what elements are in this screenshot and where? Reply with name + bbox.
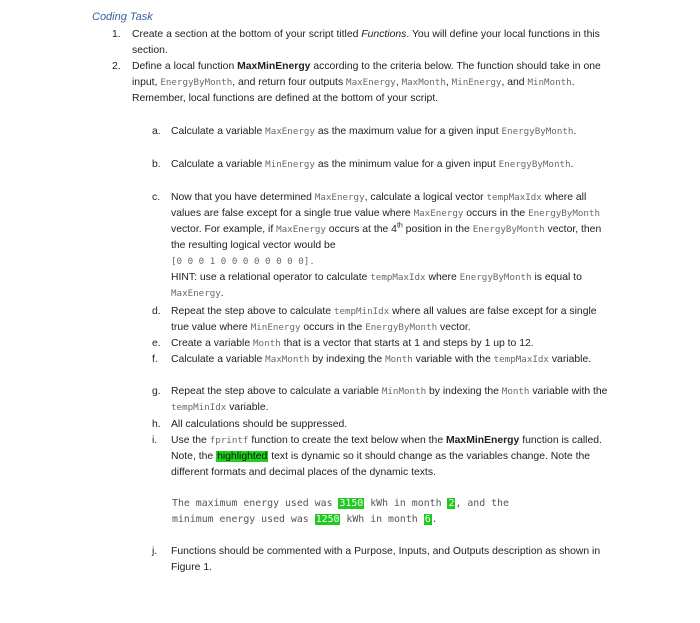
sample-output-line-1: The maximum energy used was 3150 kWh in month 2, and the	[172, 498, 509, 509]
subtask-g: g. Repeat the step above to calculate a variable MinMonth by indexing the Month variable with the tempMinIdx variable.	[152, 386, 608, 413]
subtask-d: d. Repeat the step above to calculate tempMinIdx where all values are false except for a single true value where MinEnergy occurs in the EnergyByMonth vector.	[152, 306, 597, 333]
subtask-i: i. Use the fprintf function to create the text below when the MaxMinEnergy function is called. Note, the highlighted text is dynamic so it should change as the variables change. Note the different formats and decimal places of the dynamic texts.	[152, 435, 602, 478]
max-energy-value: 3150	[339, 498, 364, 509]
highlighted-word: highlighted	[217, 451, 268, 462]
subtask-f: f. Calculate a variable MaxMonth by indexing the Month variable with the tempMaxIdx variable.	[152, 354, 592, 365]
task-number: 1.	[112, 29, 121, 40]
logical-vector-example: [0 0 0 1 0 0 0 0 0 0 0 0].	[171, 256, 315, 267]
task-number: 2.	[112, 61, 121, 72]
max-month-value: 2	[448, 498, 455, 509]
sample-output-line-2: minimum energy used was 1250 kWh in month 6.	[172, 514, 438, 525]
task-item-2	[112, 59, 610, 107]
task-text: Define a local function MaxMinEnergy according to the criteria below. The function should take in one input, EnergyByMonth, and return four outputs MaxEnergy, MaxMonth, MinEnergy, and MinMonth. Remember, local functions are defined at the bottom of your script.	[132, 61, 601, 104]
task-item-1	[112, 27, 610, 59]
subtask-e: e. Create a variable Month that is a vector that starts at 1 and steps by 1 up to 12.	[152, 338, 534, 349]
subtask-j: j. Functions should be commented with a Purpose, Inputs, and Outputs description as shown in Figure 1.	[152, 546, 601, 573]
subtask-a: a. Calculate a variable MaxEnergy as the maximum value for a given input EnergyByMonth.	[152, 126, 577, 137]
subtask-b: b. Calculate a variable MinEnergy as the minimum value for a given input EnergyByMonth.	[152, 159, 574, 170]
section-heading: Coding Task	[92, 11, 153, 23]
subtask-h: h. All calculations should be suppressed.	[152, 419, 348, 430]
subtask-c: c. Now that you have determined MaxEnergy, calculate a logical vector tempMaxIdx where all values are false except for a single true value where MaxEnergy occurs in the EnergyByMonth vector. For example, if MaxEnergy occurs at the 4th position in the EnergyByMonth vector, then the resulting logical vector would be [0 0 0 1 0 0 0 0 0 0 0 0]. HINT: use a relational operator to calculate tempMaxIdx where EnergyByMonth is equal to MaxEnergy.	[152, 192, 602, 299]
min-energy-value: 1250	[315, 514, 340, 525]
task-text: Create a section at the bottom of your script titled Functions. You will define your local functions in this section.	[132, 29, 600, 56]
min-month-value: 6	[424, 514, 431, 525]
